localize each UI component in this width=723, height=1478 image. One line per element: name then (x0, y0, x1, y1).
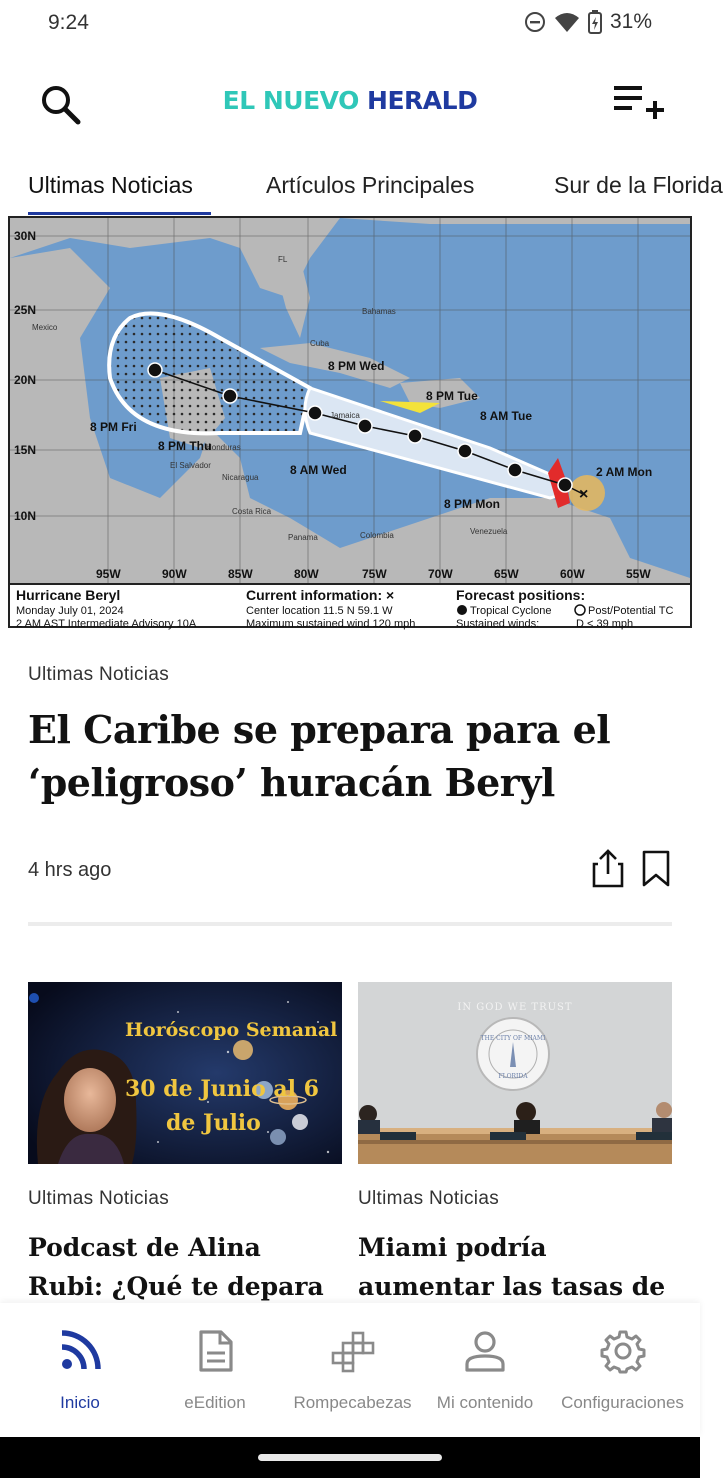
map-center: Center location 11.5 N 59.1 W (246, 605, 393, 617)
lon-label: 75W (362, 567, 387, 581)
hurricane-forecast-map (10, 218, 690, 630)
horoscope-title: Horóscopo Semanal (125, 1019, 338, 1041)
status-icons (524, 10, 652, 34)
lon-label: 90W (162, 567, 187, 581)
lon-label: 65W (494, 567, 519, 581)
map-forecast-title: Forecast positions: (456, 587, 586, 603)
region-label: Nicaragua (222, 473, 259, 482)
forecast-label: 8 AM Tue (480, 409, 533, 423)
region-label: Honduras (206, 443, 241, 452)
forecast-label: 8 AM Wed (290, 463, 347, 477)
status-time: 9:24 (48, 11, 89, 34)
app-logo (0, 86, 700, 115)
lat-label: 15N (14, 443, 37, 457)
region-label: Venezuela (470, 527, 508, 536)
nav-item-inicio[interactable] (20, 1303, 140, 1437)
featured-timestamp: 4 hrs ago (28, 859, 112, 881)
motto-text: IN GOD WE TRUST (457, 1002, 573, 1013)
playlist-add-button[interactable] (610, 80, 666, 124)
logo-text-part2: HERALD (367, 86, 478, 115)
tab-ultimas-noticias[interactable]: Ultimas Noticias (28, 172, 193, 198)
active-tab-indicator (28, 212, 211, 215)
forecast-label: 8 PM Mon (444, 497, 500, 511)
do-not-disturb-icon (524, 11, 546, 33)
map-date: Monday July 01, 2024 (16, 605, 124, 617)
battery-icon (588, 10, 602, 34)
nav-label: eEdition (184, 1393, 246, 1412)
card-image-horoscope[interactable] (28, 982, 342, 1164)
featured-headline[interactable]: El Caribe se prepara para el ‘peligroso’ huracán Beryl (28, 707, 611, 805)
article-card[interactable] (28, 982, 342, 1312)
lon-label: 95W (96, 567, 121, 581)
person-icon (463, 1329, 507, 1373)
card-headline[interactable]: Miami podría aumentar las tasas de (358, 1233, 666, 1301)
region-label: Colombia (360, 531, 394, 540)
region-label: El Salvador (170, 461, 211, 470)
share-icon (590, 848, 626, 888)
wifi-icon (554, 11, 580, 33)
section-tabs (0, 160, 723, 218)
featured-section-label[interactable]: Ultimas Noticias (28, 664, 169, 685)
nav-label: Rompecabezas (293, 1393, 412, 1412)
nav-item-mi-contenido[interactable] (425, 1303, 545, 1437)
region-label: Cuba (310, 339, 330, 348)
forecast-label: 8 PM Tue (426, 389, 478, 403)
rss-icon (58, 1329, 102, 1373)
article-card[interactable] (358, 982, 672, 1312)
horoscope-dates-line1: 30 de Junio al 6 (125, 1076, 319, 1102)
card-section-label[interactable]: Ultimas Noticias (358, 1188, 499, 1209)
horoscope-graphic (28, 982, 342, 1164)
playlist-add-icon (610, 80, 666, 124)
map-legend-post: Post/Potential TC (588, 605, 674, 617)
system-navigation-bar (0, 1437, 700, 1478)
lat-label: 10N (14, 509, 37, 523)
forecast-label: 8 PM Thu (158, 439, 212, 453)
document-icon (193, 1329, 237, 1373)
home-gesture-handle[interactable] (258, 1454, 442, 1461)
lon-label: 60W (560, 567, 585, 581)
forecast-label: 8 PM Wed (328, 359, 385, 373)
forecast-label: 8 PM Fri (90, 420, 137, 434)
tab-articulos-principales[interactable]: Artículos Principales (266, 172, 475, 198)
card-headline[interactable]: Podcast de Alina Rubi: ¿Qué te depara (28, 1233, 324, 1301)
seal-text: THE CITY OF MIAMI (480, 1035, 546, 1042)
region-label: Panama (288, 533, 318, 542)
tab-sur-de-la-florida[interactable]: Sur de la Florida (554, 172, 723, 198)
card-section-label[interactable]: Ultimas Noticias (28, 1188, 169, 1209)
map-sustained: Sustained winds: (456, 618, 540, 630)
hero-image-hurricane-map[interactable] (8, 216, 692, 628)
nav-item-eedition[interactable] (155, 1303, 275, 1437)
region-label: FL (278, 255, 288, 264)
map-current-title: Current information: × (246, 587, 395, 603)
lon-label: 80W (294, 567, 319, 581)
puzzle-icon (331, 1329, 375, 1373)
map-wind: Maximum sustained wind 120 mph (246, 618, 416, 630)
logo-text-part1: EL NUEVO (222, 86, 368, 115)
region-label: Mexico (32, 323, 58, 332)
lat-label: 30N (14, 229, 37, 243)
section-divider (28, 922, 672, 926)
region-label: Jamaica (330, 411, 360, 420)
current-position-x: × (579, 486, 589, 503)
nav-item-configuraciones[interactable] (555, 1303, 690, 1437)
map-advisory: 2 AM AST Intermediate Advisory 10A (16, 618, 197, 630)
bottom-navigation (0, 1303, 700, 1437)
map-storm-name: Hurricane Beryl (16, 587, 121, 603)
bookmark-icon (640, 850, 672, 888)
bookmark-button[interactable] (640, 850, 672, 888)
nav-item-rompecabezas[interactable] (285, 1303, 420, 1437)
region-label: Bahamas (362, 307, 396, 316)
lat-label: 25N (14, 303, 37, 317)
region-label: Costa Rica (232, 507, 272, 516)
nav-label: Mi contenido (436, 1393, 534, 1412)
city-commission-photo (358, 982, 672, 1164)
seal-bottom-text: FLORIDA (498, 1073, 528, 1080)
battery-percent: 31% (609, 10, 652, 33)
lon-label: 55W (626, 567, 651, 581)
lon-label: 85W (228, 567, 253, 581)
gear-icon (601, 1329, 645, 1373)
lon-label: 70W (428, 567, 453, 581)
horoscope-dates-line2: de Julio (166, 1110, 261, 1136)
lat-label: 20N (14, 373, 37, 387)
share-button[interactable] (590, 848, 626, 888)
app-header (0, 62, 700, 142)
status-bar (0, 0, 700, 50)
nav-label: Inicio (60, 1393, 100, 1412)
card-image-city-commission[interactable] (358, 982, 672, 1164)
map-legend-tropical: Tropical Cyclone (470, 605, 552, 617)
forecast-label: 2 AM Mon (596, 465, 653, 479)
nav-label: Configuraciones (561, 1393, 684, 1412)
map-d-label: D < 39 mph (576, 618, 634, 630)
